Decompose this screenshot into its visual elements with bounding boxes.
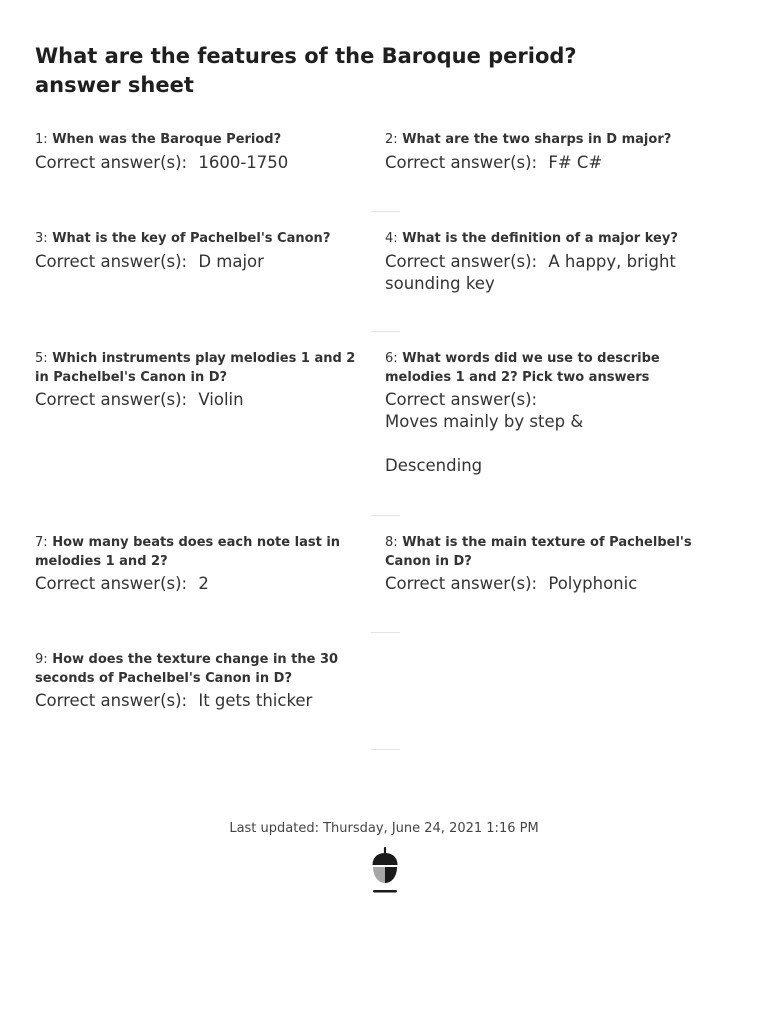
answer-text: Moves mainly by step & — [385, 412, 584, 431]
answer-text: D major — [198, 251, 264, 271]
answer-text: 2 — [198, 574, 209, 593]
question-text: How does the texture change in the 30 seconds of Pachelbel's Canon in D? — [35, 652, 339, 686]
section-divider — [371, 749, 400, 750]
answer-label: Correct answer(s): — [35, 152, 188, 172]
question-number: 3: — [35, 231, 48, 246]
question-number: 9: — [35, 652, 48, 667]
question-5 — [35, 350, 365, 411]
title-line-1: What are the features of the Baroque period? — [35, 44, 577, 68]
question-number: 6: — [385, 351, 398, 366]
question-8-heading — [385, 534, 725, 571]
last-updated-text: Last updated: Thursday, June 24, 2021 1:16 PM — [229, 821, 539, 836]
question-text: What is the main texture of Pachelbel's Canon in D? — [385, 535, 692, 569]
question-1 — [35, 131, 365, 174]
acorn-icon — [370, 846, 400, 894]
answer-label: Correct answer(s): — [385, 390, 538, 409]
question-number: 2: — [385, 132, 398, 147]
section-divider — [371, 211, 400, 212]
question-number: 4: — [385, 231, 398, 246]
answer-label: Correct answer(s): — [385, 251, 538, 271]
title-line-2: answer sheet — [35, 73, 194, 97]
section-divider — [371, 515, 400, 516]
question-text: What are the two sharps in D major? — [402, 132, 672, 147]
answer-spacer — [385, 433, 725, 455]
question-5-heading — [35, 350, 365, 387]
answer-block — [35, 389, 365, 411]
question-text: What is the key of Pachelbel's Canon? — [52, 231, 331, 246]
answer-text: A happy, bright sounding key — [385, 251, 676, 293]
question-text: What is the definition of a major key? — [402, 231, 678, 246]
question-text: When was the Baroque Period? — [52, 132, 282, 147]
question-2-heading — [385, 131, 725, 150]
question-text: What words did we use to describe melodies 1 and 2? Pick two answers — [385, 351, 660, 385]
answer-text: 1600-1750 — [198, 152, 289, 172]
question-number: 1: — [35, 132, 48, 147]
question-2 — [385, 131, 725, 174]
question-7-heading — [35, 534, 365, 571]
question-3-heading — [35, 230, 365, 249]
answer-label: Correct answer(s): — [35, 691, 188, 710]
answer-text: F# C# — [548, 152, 603, 172]
answer-block — [35, 573, 365, 595]
question-4 — [385, 230, 725, 295]
page-title — [35, 42, 675, 100]
answer-block — [35, 152, 365, 174]
question-1-heading — [35, 131, 365, 150]
question-7 — [35, 534, 365, 595]
answer-block — [385, 152, 725, 174]
question-text: How many beats does each note last in melodies 1 and 2? — [35, 535, 341, 569]
question-9-heading — [35, 651, 365, 688]
answer-label: Correct answer(s): — [385, 574, 538, 593]
question-number: 8: — [385, 535, 398, 550]
question-number: 7: — [35, 535, 48, 550]
section-divider — [371, 632, 400, 633]
question-8 — [385, 534, 725, 595]
answer-text: Descending — [385, 456, 483, 475]
answer-block — [35, 690, 365, 712]
answer-text: It gets thicker — [198, 691, 313, 710]
answer-label: Correct answer(s): — [385, 152, 538, 172]
answer-label: Correct answer(s): — [35, 390, 188, 409]
question-6 — [385, 350, 725, 477]
answer-text: Violin — [198, 390, 244, 409]
question-9 — [35, 651, 365, 712]
answer-text: Polyphonic — [548, 574, 638, 593]
answer-label: Correct answer(s): — [35, 574, 188, 593]
question-6-heading — [385, 350, 725, 387]
answer-label: Correct answer(s): — [35, 251, 188, 271]
question-text: Which instruments play melodies 1 and 2 in Pachelbel's Canon in D? — [35, 351, 356, 385]
answer-block — [385, 251, 685, 295]
question-3 — [35, 230, 365, 273]
answer-block — [385, 389, 725, 477]
question-4-heading — [385, 230, 725, 249]
answer-block — [35, 251, 365, 273]
answer-block — [385, 573, 725, 595]
question-number: 5: — [35, 351, 48, 366]
section-divider — [371, 331, 400, 332]
